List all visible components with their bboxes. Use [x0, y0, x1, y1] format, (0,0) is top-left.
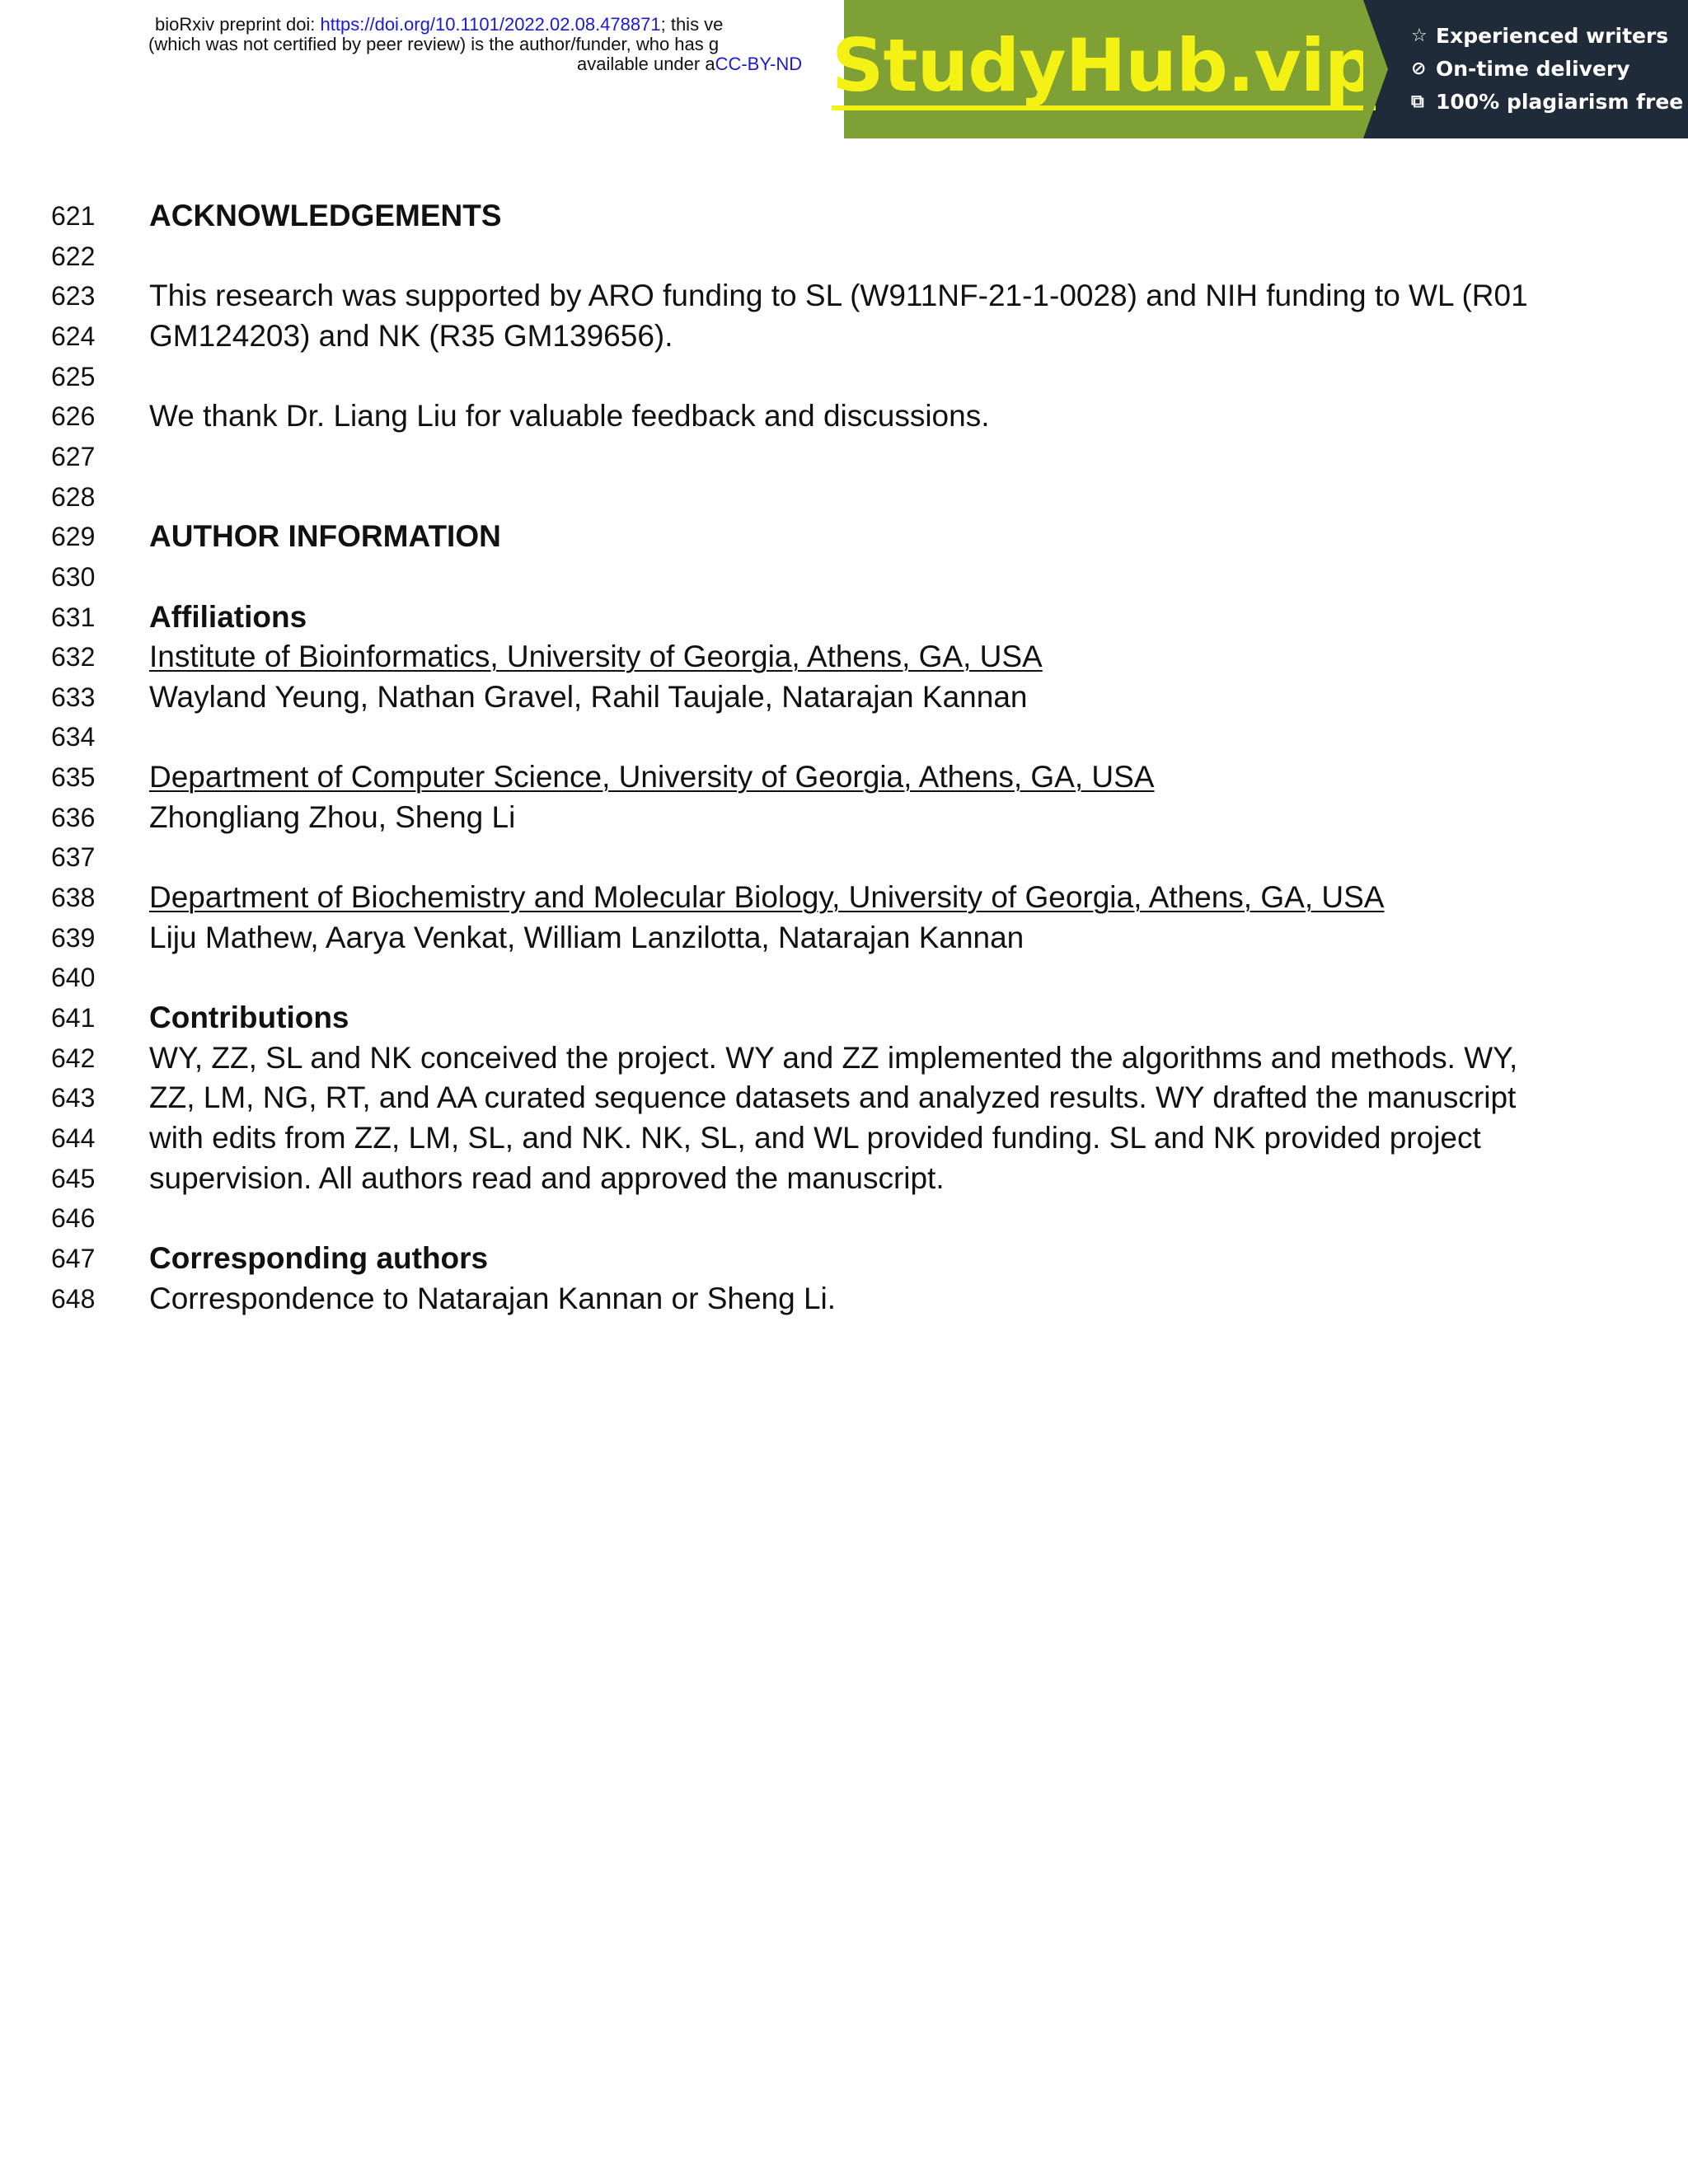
star-icon: ☆ — [1411, 26, 1428, 46]
affiliation-name: Institute of Bioinformatics, University of Georgia, Athens, GA, USA — [149, 640, 1043, 673]
line-number: 637 — [51, 842, 96, 872]
line-number: 624 — [51, 321, 96, 351]
body-text-line: with edits from ZZ, LM, SL, and NK. NK, SL, and WL provided funding. SL and NK provided project — [149, 1121, 1481, 1155]
section-heading: ACKNOWLEDGEMENTS — [149, 199, 502, 232]
line-number: 621 — [51, 201, 96, 231]
line-number: 644 — [51, 1123, 96, 1153]
section-heading: AUTHOR INFORMATION — [149, 519, 501, 553]
body-text-line: This research was supported by ARO funding to SL (W911NF-21-1-0028) and NIH funding to WL (R01 — [149, 279, 1528, 312]
section-heading: Affiliations — [149, 600, 307, 634]
body-text-line: GM124203) and NK (R35 GM139656). — [149, 319, 673, 353]
section-heading: Corresponding authors — [149, 1241, 489, 1275]
body-text-line: Liju Mathew, Aarya Venkat, William Lanzilotta, Natarajan Kannan — [149, 921, 1025, 954]
line-number: 640 — [51, 963, 96, 992]
line-number: 630 — [51, 562, 96, 592]
line-number: 647 — [51, 1244, 96, 1273]
body-text-line: Zhongliang Zhou, Sheng Li — [149, 800, 516, 834]
line-number: 626 — [51, 401, 96, 431]
banner-feature-experienced: ☆ Experienced writers — [1411, 24, 1669, 48]
line-number: 641 — [51, 1003, 96, 1033]
banner-brand-logo: StudyHub.vip — [832, 28, 1376, 110]
line-number: 628 — [51, 482, 96, 512]
line-number: 639 — [51, 923, 96, 953]
line-number: 625 — [51, 362, 96, 391]
section-heading: Contributions — [149, 1001, 349, 1034]
line-number: 646 — [51, 1203, 96, 1233]
line-number: 642 — [51, 1043, 96, 1073]
line-number: 627 — [51, 442, 96, 471]
banner-feature-delivery: ⊘ On-time delivery — [1411, 57, 1630, 81]
body-text-line: ZZ, LM, NG, RT, and AA curated sequence datasets and analyzed results. WY drafted the manuscript — [149, 1080, 1517, 1114]
clock-icon: ⊘ — [1411, 59, 1427, 79]
banner-feature-plagiarism: ⧉ 100% plagiarism free — [1411, 90, 1684, 114]
preprint-header-line-2: (which was not certified by peer review) is the author/funder, who has g — [148, 34, 720, 54]
body-text-line: Correspondence to Natarajan Kannan or Sheng Li. — [149, 1282, 837, 1315]
body-text-line: WY, ZZ, SL and NK conceived the project. WY and ZZ implemented the algorithms and methods. WY, — [149, 1041, 1518, 1075]
affiliation-name: Department of Biochemistry and Molecular Biology, University of Georgia, Athens, GA, USA — [149, 880, 1385, 914]
banner-arrow-shape — [1363, 0, 1388, 138]
body-text-line: supervision. All authors read and approved the manuscript. — [149, 1161, 945, 1195]
line-number: 648 — [51, 1284, 96, 1314]
line-number: 636 — [51, 803, 96, 832]
line-number: 633 — [51, 682, 96, 712]
banner-features — [1363, 0, 1688, 138]
body-text-line: We thank Dr. Liang Liu for valuable feedback and discussions. — [149, 399, 990, 433]
line-number: 622 — [51, 241, 96, 271]
license-link[interactable]: CC-BY-ND — [715, 54, 803, 74]
line-number: 635 — [51, 762, 96, 792]
line-number: 632 — [51, 642, 96, 672]
affiliation-name: Department of Computer Science, University of Georgia, Athens, GA, USA — [149, 760, 1155, 794]
line-number: 634 — [51, 722, 96, 752]
preprint-header-line-3: available under aCC-BY-ND — [577, 54, 803, 74]
banner-brand-panel — [832, 0, 1376, 138]
line-number: 638 — [51, 883, 96, 912]
line-number: 623 — [51, 281, 96, 311]
doi-link[interactable]: https://doi.org/10.1101/2022.02.08.478871 — [320, 14, 661, 35]
body-text-line: Wayland Yeung, Nathan Gravel, Rahil Taujale, Natarajan Kannan — [149, 680, 1028, 714]
line-number: 629 — [51, 522, 96, 551]
preprint-header-line-1: bioRxiv preprint doi: https://doi.org/10.1101/2022.02.08.478871; this ve — [155, 14, 724, 35]
line-number: 631 — [51, 602, 96, 632]
copy-icon: ⧉ — [1411, 91, 1424, 112]
line-number: 643 — [51, 1083, 96, 1113]
ad-banner[interactable] — [832, 0, 1688, 138]
line-number: 645 — [51, 1164, 96, 1193]
